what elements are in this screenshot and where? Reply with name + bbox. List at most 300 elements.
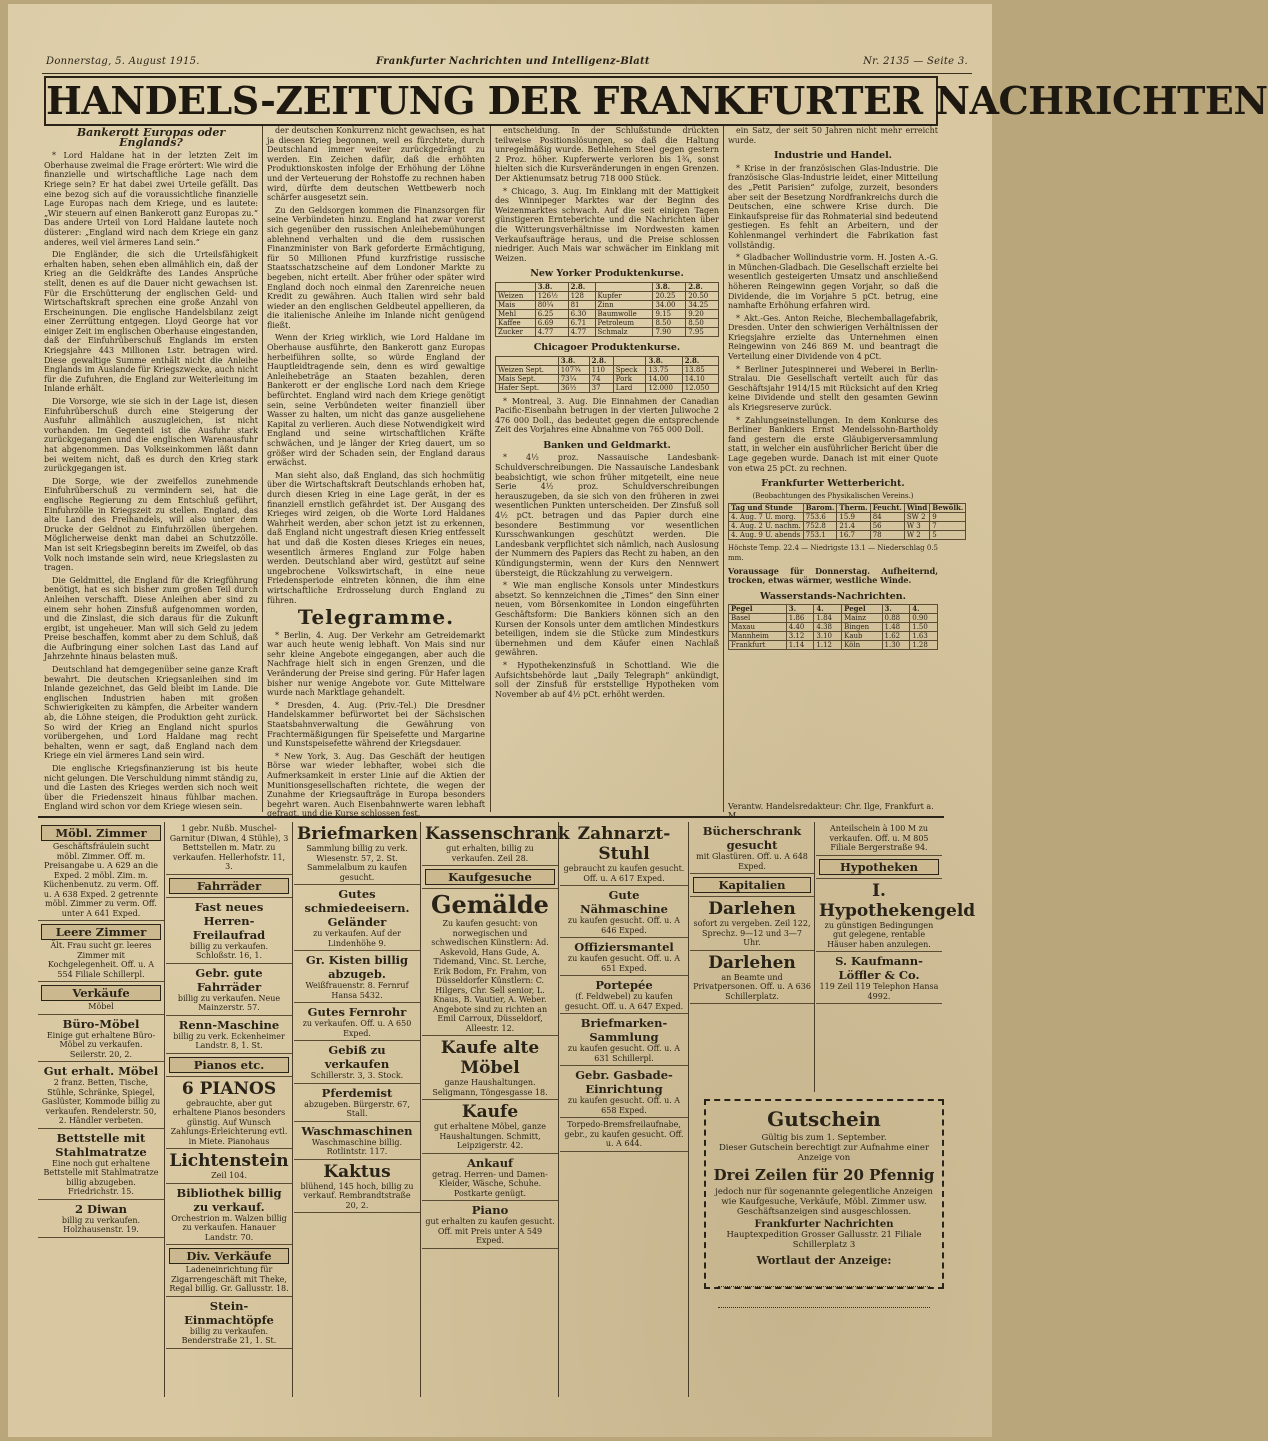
- ad-text: getrag. Herren- und Damen-Kleider, Wäsche, Schuhe. Postkarte genügt.: [432, 1169, 548, 1198]
- column-divider: [262, 126, 263, 812]
- ad-text: billig zu verk. Eckenheimer Landstr. 8, 1. St.: [173, 1031, 285, 1050]
- table-cell: 36½: [558, 383, 589, 392]
- table-cell: 4.77: [568, 327, 595, 336]
- ad-heading: Verkäufe: [41, 985, 161, 1001]
- table-cell: Köln: [842, 641, 882, 650]
- table-cell: W 3: [904, 522, 929, 531]
- table-cell: 4.40: [786, 623, 814, 632]
- ad-heading: Fahrräder: [169, 878, 289, 894]
- table-header: 3.8.: [646, 356, 682, 365]
- classified-ad: [166, 964, 292, 1016]
- classified-ad: [816, 879, 976, 953]
- table-cell: 56: [870, 522, 904, 531]
- table-cell: Zinn: [595, 300, 653, 309]
- table-cell: Mehl: [496, 309, 536, 318]
- ad-heading: Kaufe alte Möbel: [440, 1038, 540, 1078]
- article-paragraph: * Akt.-Ges. Anton Reiche, Blechemballagefabrik, Dresden. Unter den schwierigen Verhältnissen der Kriegsjahre erzielte das Unternehmen einen Reingewinn von 246 869 M. und beantragt die Verteilung einer Dividende von 4 pCt.: [728, 313, 938, 362]
- table-cell: Pork: [613, 374, 646, 383]
- table-header: 3.8.: [558, 356, 589, 365]
- classified-ad: [38, 1129, 164, 1200]
- table-cell: Speck: [613, 365, 646, 374]
- ad-text: Anteilschein à 100 M zu verkaufen. Off. u. M 805 Filiale Bergerstraße 94.: [829, 824, 929, 852]
- ad-text: 1 gebr. Nußb. Muschel-Garnitur (Diwan, 4 Stühle), 3 Bettstellen m. Matr. zu verkaufen. Hellerhofstr. 11, 3.: [169, 824, 289, 871]
- table-cell: Hafer Sept.: [496, 383, 559, 392]
- ad-heading: Kaufgesuche: [425, 869, 555, 885]
- classified-ad: [38, 1200, 164, 1238]
- classified-ad: [38, 822, 164, 921]
- ad-text: Sammlung billig zu verk. Wiesenstr. 57, 2. St. Sammelalbum zu kaufen gesucht.: [306, 844, 408, 882]
- ad-text: Weißfrauenstr. 8. Fernruf Hansa 5432.: [305, 981, 409, 1000]
- classified-ad: [294, 885, 420, 951]
- table-cell: 13.85: [682, 365, 718, 374]
- ad-text: Möbel: [88, 1002, 114, 1011]
- article-column-1: [44, 126, 258, 812]
- article-paragraph: * Gladbacher Wollindustrie vorm. H. Josten A.-G. in München-Gladbach. Die Gesellschaft erzielte bei wesentlich gesteigerten Umsatz und anschließend höheren Reingewinn gegen Vorjahr, so daß die Dividende, die im Vorjahre 5 pCt. betrug, eine namhafte Erhöhung erfahren wird.: [728, 253, 938, 311]
- article-paragraph: Die Vorsorge, wie sie sich in der Lage ist, diesen Einfuhrüberschuß durch eine Steigerung der Ausfuhr allmählich auszugleichen, ist nicht vorhanden. Im Gegenteil ist die Ausfuhr stark zurückgegangen und die englischen Warenausfuhr hat abgenommen. Das Volkseinkommen läßt dann bei weitem nicht, daß es durch den Krieg stark zurückgegangen ist.: [44, 397, 258, 474]
- ad-column: [422, 822, 570, 1397]
- ad-column: [294, 822, 421, 1397]
- ad-heading: Darlehen: [708, 952, 796, 973]
- ad-heading: Zahnarzt-Stuhl: [577, 824, 671, 864]
- editor-imprint: Verantw. Handelsredakteur: Chr. Ilge, Frankfurt a. M.: [728, 802, 934, 820]
- table-header-row: [729, 504, 966, 513]
- chicago-market-table: [495, 356, 719, 393]
- ad-text: gut erhalten zu kaufen gesucht. Off. mit Preis unter A 549 Exped.: [425, 1217, 555, 1245]
- table-cell: 753.1: [803, 531, 837, 540]
- ad-heading: Gute Nähmaschine: [580, 888, 668, 916]
- table-header: 3.: [786, 605, 814, 614]
- ad-text: (f. Feldwebel) zu kaufen gesucht. Off. u. A 647 Exped.: [564, 992, 684, 1011]
- ad-text: Schillerstr. 3, 3. Stock.: [310, 1071, 404, 1080]
- table-header: [496, 282, 536, 291]
- table-header: 2.8.: [568, 282, 595, 291]
- classified-ad: [294, 1160, 420, 1214]
- ad-heading: Gebr. Gasbade-Einrichtung: [575, 1068, 673, 1096]
- weather-heading: Frankfurter Wetterbericht.: [761, 478, 905, 490]
- ad-text: gut erhaltene Möbel, ganze Haushaltungen. Schmitt, Leipzigerstr. 42.: [434, 1122, 546, 1150]
- ad-heading: Gutes Fernrohr: [307, 1005, 407, 1019]
- table-cell: 110: [589, 365, 613, 374]
- article-paragraph: Die Sorge, wie der zweifellos zunehmende Einfuhrüberschuß zu vermindern sei, hat die englische Regierung zu dem Entschluß geführt, Einfuhrzölle in Kriegszeit zu stellen. England, das alte Land des Freihandels, will also unter dem Drucke der Geldnot zu Einfuhrzöllen übergehen. Möglicherweise denkt man dabei an Schutzzölle. Man ist seit Kriegsbeginn bereits im Zweifel, ob das Volk noch imstande sein wird, neue Kriegslasten zu tragen.: [44, 476, 258, 573]
- classified-ad: [560, 938, 688, 976]
- coupon-address: Hauptexpedition Grosser Gallusstr. 21 Filiale Schillerplatz 3: [726, 1230, 922, 1250]
- article-paragraph: ein Satz, der seit 50 Jahren nicht mehr erreicht wurde.: [728, 126, 938, 145]
- table-row: [729, 522, 966, 531]
- ad-heading: Kaktus: [323, 1161, 391, 1182]
- classified-ad: [166, 1054, 292, 1077]
- table-cell: 34.25: [686, 300, 719, 309]
- article-paragraph: * Krise in der französischen Glas-Industrie. Die französische Glas-Industrie leidet, einer Mitteilung des „Petit Parisien“ zufolge, zurzeit, besonders aber seit der Besetzung Nordfrankreichs durch die Deutschen, eine schwere Krise durch. Die Einkaufspreise für das Rohmaterial sind bedeutend gestiegen. Es fehlt an Arbeitern, und der Kohlenmangel verhindert die Fabrikation fast vollständig.: [728, 163, 938, 250]
- table-header: 3.8.: [535, 282, 568, 291]
- article-paragraph: * Berliner Jutespinnerei und Weberei in Berlin-Stralau. Die Gesellschaft verteilt auch für das Geschäftsjahr 1914/15 mit Rücksicht auf den Krieg keine Dividende und stellt den gesamten Gewinn als Kriegsreserve zurück.: [728, 364, 938, 413]
- table-header: 2.8.: [686, 282, 719, 291]
- coupon-publisher: Frankfurter Nachrichten: [754, 1219, 894, 1230]
- table-row: [496, 318, 719, 327]
- ad-text: abzugeben. Bürgerstr. 67, Stall.: [304, 1099, 410, 1118]
- table-header-row: [496, 356, 719, 365]
- classified-ad: [294, 1003, 420, 1041]
- telegram-item: * Berlin, 4. Aug. Der Verkehr am Getreidemarkt war auch heute wenig lebhaft. Von Mais sind nur sehr kleine Angebote eingegangen, aber auch die Nachfrage hielt sich in engen Grenzen, und die Veränderung der Preise sind gering. Für Hafer lagen bisher nur wenige Angebote vor. Gute Mittelware wurde nach Marktlage gehandelt.: [267, 630, 485, 698]
- table-cell: 1.62: [882, 632, 910, 641]
- industrie-heading: Industrie und Handel.: [773, 150, 892, 162]
- classified-ad: [38, 982, 164, 1015]
- classified-ad: [422, 1201, 558, 1249]
- article-column-3: [495, 126, 719, 808]
- ad-heading: Gr. Kisten billig abzugeb.: [305, 953, 409, 981]
- table-header: [613, 356, 646, 365]
- classified-ad: [294, 951, 420, 1003]
- classified-ad: [166, 1077, 292, 1150]
- table-cell: 20.25: [653, 291, 686, 300]
- weather-table: [728, 503, 966, 540]
- ad-column: [38, 822, 165, 1397]
- ad-heading: Portepée: [595, 978, 653, 992]
- table-row: [496, 291, 719, 300]
- table-cell: 0.90: [910, 614, 938, 623]
- ad-heading: Pferdemist: [321, 1085, 393, 1100]
- classified-ad: [38, 921, 164, 982]
- table-cell: 21.4: [837, 522, 870, 531]
- table-cell: Mais: [496, 300, 536, 309]
- ad-text: zu verkaufen. Auf der Lindenhöhe 9.: [313, 929, 401, 948]
- coupon-terms: jedoch nur für sogenannte gelegentliche Anzeigen wie Kaufgesuche, Verkäufe, Möbl. Zimmer usw. Geschäftsanzeigen sind ausgeschlossen.: [715, 1187, 933, 1217]
- chicago-market-heading: Chicagoer Produktenkurse.: [533, 341, 681, 353]
- ad-text: Geschäftsfräulein sucht möbl. Zimmer. Off. m. Preisangabe u. A 629 an die Exped. 2 möbl. Zim. m. Küchenbenutz. zu verm. Off. u. A 638 Exped. 2 getrennte möbl. Zimmer zu verm. Off. unter A 641 Exped.: [43, 842, 159, 918]
- classified-ad: [294, 1122, 420, 1160]
- table-header: Therm.: [837, 504, 870, 513]
- masthead-title: HANDELS-ZEITUNG DER FRANKFURTER NACHRICHTEN: [44, 76, 938, 126]
- coupon-offer: Drei Zeilen für 20 Pfennig: [713, 1166, 935, 1184]
- ad-column: [166, 822, 293, 1397]
- ad-heading: 6 PIANOS: [181, 1078, 277, 1099]
- ad-text: Ladeneinrichtung für Zigarrengeschäft mit Theke, Regal billig. Gr. Gallusstr. 18.: [169, 1265, 289, 1293]
- table-row: [496, 365, 719, 374]
- ad-heading: Bettstelle mit Stahlmatratze: [55, 1130, 147, 1159]
- table-cell: Bingen: [842, 623, 882, 632]
- classified-ad: [166, 875, 292, 898]
- table-cell: 1.63: [910, 632, 938, 641]
- ad-heading: Kapitalien: [693, 877, 811, 893]
- table-row: [496, 383, 719, 392]
- table-row: [496, 327, 719, 336]
- article-title: Bankerott Europas oder Englands?: [76, 126, 226, 149]
- table-cell: 84: [870, 513, 904, 522]
- table-cell: 4. Aug. 7 U. morg.: [729, 513, 804, 522]
- weather-forecast: Voraussage für Donnerstag. Aufheiternd, trocken, etwas wärmer, westliche Winde.: [728, 565, 938, 586]
- ad-column: [690, 822, 815, 1092]
- table-cell: 34.00: [653, 300, 686, 309]
- ad-heading: Büro-Möbel: [62, 1016, 140, 1031]
- table-header: Feucht.: [870, 504, 904, 513]
- ad-heading: I. Hypothekengeld: [819, 880, 976, 921]
- ad-heading: Renn-Maschine: [178, 1017, 280, 1032]
- article-paragraph: Wenn der Krieg wirklich, wie Lord Haldane im Oberhause ausführte, den Bankerott ganz Europas herbeiführen sollte, so würde England der Hauptleidtragende sein, denn es wird gewaltige Anleihebeträge an Staaten bezahlen, deren Bankerott er der englische Lord nach dem Kriege befürchtet. England wird nach dem Kriege genötigt sein, seine Verbündeten weiter finanziell über Wasser zu halten, um nicht das ganze ausgeliehene Kapital zu verlieren. Auch diese Notwendigkeit wird England und seine wirtschaftlichen Kräfte schwächen, und je länger der Krieg dauert, um so größer wird der Schaden sein, der England daraus erwächst.: [267, 333, 485, 468]
- table-cell: 3.12: [786, 632, 814, 641]
- coupon-write-line[interactable]: [718, 1289, 930, 1308]
- article-paragraph: * Montreal, 3. Aug. Die Einnahmen der Canadian Pacific-Eisenbahn betrugen in der vierten Juliwoche 2 476 000 Doll., das bedeutet gegen die entsprechende Zeit des Vorjahres eine Abnahme von 765 000 Doll.: [495, 396, 719, 435]
- classified-ad: [422, 889, 558, 1036]
- table-cell: 9.15: [653, 309, 686, 318]
- ad-text: ganze Haushaltungen. Seligmann, Töngesgasse 18.: [432, 1078, 548, 1097]
- classified-ad: [38, 1015, 164, 1063]
- table-cell: 1.86: [786, 614, 814, 623]
- article-paragraph: entscheidung. In der Schlußstunde drückten teilweise Positionslösungen, so daß die Haltung unregelmäßig wurde. Bethlehem Steel gegen gestern 2 Proz. höher. Kupferwerte verloren bis 1¾, sonst hielten sich die Kursveränderungen in engen Grenzen. Der Aktienumsatz betrug 718 000 Stück.: [495, 126, 719, 183]
- table-cell: 78: [870, 531, 904, 540]
- article-paragraph: * Wie man englische Konsols unter Mindestkurs absetzt. So kennzeichnen die „Times“ den Sinn einer neuen, vom Börsenkomitee in London eingeführten Geschäftsform: Die Bankiers können sich an den Kursen der Konsols unter dem amtlichen Mindestkurs beteiligen, indem sie die Stücke zum Mindestkurs übernehmen und dem Käufer einen Nachlaß gewähren.: [495, 581, 719, 658]
- table-cell: 16.7: [837, 531, 870, 540]
- ad-text: an Beamte und Privatpersonen. Off. u. A 636 Schillerplatz.: [693, 972, 811, 1001]
- ad-column: [560, 822, 689, 1397]
- telegram-item: * Dresden, 4. Aug. (Priv.-Tel.) Die Dresdner Handelskammer befürwortet bei der Sächsischen Staatsbahnverwaltung die Gewährung von Frachtermäßigungen für Speisefette und Margarine und Kunstspeisefette während der Kriegsdauer.: [267, 700, 485, 749]
- table-cell: 13.75: [646, 365, 682, 374]
- ad-heading: Piano: [471, 1203, 509, 1217]
- table-cell: Kaub: [842, 632, 882, 641]
- ad-heading: Kaufe: [461, 1102, 519, 1122]
- ad-column: [816, 822, 976, 1092]
- ad-heading: Briefmarken-Sammlung: [580, 1016, 668, 1044]
- table-cell: 7: [930, 522, 966, 531]
- table-cell: Baumwolle: [595, 309, 653, 318]
- classified-ad: [816, 952, 942, 1004]
- article-paragraph: Zu den Geldsorgen kommen die Finanzsorgen für seine Verbündeten hinzu. England hat zwar vorerst sich gegenüber den russischen Anleihebemühungen ablehnend verhalten und die dem russischen Finanzminister von Bark geforderte Ermächtigung, für 50 Millionen Pfund kurzfristige russische Staatsschatzscheine auf dem Londoner Markte zu begeben, nicht erteilt. Aber früher oder später wird England doch noch einmal den Zarenreiche neuen Kredit zu gewähren. Auch Italien wird sehr bald wieder an den englischen Geldbeutel appellieren, da die italienische Anleihe im Inlande nicht genügend fließt.: [267, 205, 485, 330]
- table-header: Wind: [904, 504, 929, 513]
- table-cell: 8.50: [653, 318, 686, 327]
- classified-ad: [560, 1014, 688, 1066]
- ad-heading: Bibliothek billig zu verkauf.: [176, 1185, 282, 1214]
- telegram-item: * New York, 3. Aug. Das Geschäft der heutigen Börse war wieder lebhafter, wobei sich die Aufmerksamkeit in erster Linie auf die Aktien der Munitionsgesellschaften richtete, die wegen der Zunahme der Kriegsaufträge in Europa besonders begehrt waren. Auch Eisenbahnwerte waren lebhaft gefragt, und die Kurse schlossen fest.: [267, 751, 485, 819]
- column-divider: [490, 126, 491, 812]
- table-cell: 9.20: [686, 309, 719, 318]
- ad-text: billig zu verkaufen. Schloßstr. 16, 1.: [189, 941, 269, 960]
- table-cell: 1.12: [814, 641, 842, 650]
- classified-ad: [166, 1149, 292, 1184]
- classified-ad: [690, 897, 814, 951]
- ad-heading: Möbl. Zimmer: [41, 825, 161, 841]
- table-cell: 1.14: [786, 641, 814, 650]
- table-cell: 12.000: [646, 383, 682, 392]
- ad-text: zu kaufen gesucht. Off. u. A 651 Exped.: [567, 954, 681, 973]
- table-cell: 0.88: [882, 614, 910, 623]
- ad-heading: Lichtenstein: [169, 1151, 289, 1171]
- ad-heading: Leere Zimmer: [41, 924, 161, 940]
- table-cell: 7.95: [686, 327, 719, 336]
- ad-text: billig zu verkaufen. Holzhausenstr. 19.: [61, 1215, 141, 1234]
- table-cell: 107¾: [558, 365, 589, 374]
- table-header-row: [729, 605, 938, 614]
- table-cell: 7.90: [653, 327, 686, 336]
- classified-ad: [690, 874, 814, 897]
- table-header: [595, 282, 653, 291]
- ad-text: 2 franz. Betten, Tische, Stühle, Schränke, Spiegel, Gaslüster, Kommode billig zu verkaufen. Rendelerstr. 50, 2. Händler verbeten.: [41, 1078, 161, 1125]
- weather-subtitle: (Beobachtungen des Physikalischen Vereins.): [752, 491, 914, 500]
- weather-note: Höchste Temp. 22.4 — Niedrigste 13.1 — Niederschlag 0.5 mm.: [728, 544, 939, 562]
- folio-line: [46, 56, 968, 72]
- ad-text: mit Glastüren. Off. u. A 648 Exped.: [696, 852, 808, 871]
- ad-text: Zu kaufen gesucht: von norwegischen und schwedischen Künstlern: Ad. Askevold, Hans Gude, A. Tidemand, Vinc. St. Lerche, Erik Bodom, Fr. Frahm, von Düsseldorfer Künstlern: C. Hilgers, Chr. Sell senior, L. Knaus, B. Vautier, A. Weber. Angebote sind zu richten an Emil Carroux, Düsseldorf, Alleestr. 12.: [431, 919, 549, 1033]
- table-cell: 4.77: [535, 327, 568, 336]
- ad-text: Torpedo-Bremsfreilaufnabe, gebr., zu kaufen gesucht. Off. u. A 644.: [564, 1120, 684, 1148]
- page-number: Nr. 2135 — Seite 3.: [863, 56, 968, 67]
- column-divider: [723, 126, 724, 812]
- table-cell: Frankfurt: [729, 641, 787, 650]
- table-row: [729, 641, 938, 650]
- classified-ad: [560, 1118, 688, 1152]
- classified-ad: [422, 1036, 558, 1100]
- ad-heading: Fast neues Herren-Freilaufrad: [192, 899, 266, 942]
- table-cell: Mais Sept.: [496, 374, 559, 383]
- ad-text: Zeil 104.: [211, 1171, 247, 1180]
- ad-heading: Hypotheken: [819, 859, 939, 875]
- classified-ad: [422, 1100, 558, 1154]
- table-cell: 14.00: [646, 374, 682, 383]
- classified-ad: [294, 822, 420, 885]
- table-cell: SW 2: [904, 513, 929, 522]
- table-cell: Zucker: [496, 327, 536, 336]
- classified-ad: [38, 1062, 164, 1129]
- classified-ad: [560, 976, 688, 1014]
- table-header: Bewölk.: [930, 504, 966, 513]
- paper-name: Frankfurter Nachrichten und Intelligenz-Blatt: [376, 56, 650, 67]
- ad-heading: Briefmarken: [297, 824, 418, 844]
- table-header: Pegel: [842, 605, 882, 614]
- ad-text: Ält. Frau sucht gr. leeres Zimmer mit Kochgelegenheit. Off. u. A 554 Filiale Schillerpl.: [47, 941, 155, 979]
- article-paragraph: * Zahlungseinstellungen. In dem Konkurse des Berliner Bankiers Ernst Mendelssohn-Bartholdy fand gestern die erste Gläubigerversammlung statt, in welcher ein ausführlicher Bericht über die Lage gegeben wurde. Danach ist mit einer Quote von etwa 25 pCt. zu rechnen.: [728, 415, 938, 473]
- ad-text: billig zu verkaufen. Neue Mainzerstr. 57.: [177, 993, 281, 1012]
- table-header: 3.8.: [653, 282, 686, 291]
- table-cell: 9: [930, 513, 966, 522]
- article-paragraph: Die Geldmittel, die England für die Kriegführung benötigt, hat es sich bisher zum großen Teil durch Anleihen verschafft. Diese Anleihen aber sind zu einem sehr hohen Zinsfuß aufgenommen worden, und die Zinslast, die sich daraus für die Zukunft ergibt, ist ungeheuer. Man will sich Geld zu jedem Preise beschaffen, kommt aber zu dem Schluß, daß die Aufbringung einer solchen Last das Land auf Jahrzehnte hinaus belasten muß.: [44, 575, 258, 662]
- table-cell: Mannheim: [729, 632, 787, 641]
- ad-heading: Gut erhalt. Möbel: [43, 1064, 159, 1078]
- classified-ad: [560, 1066, 688, 1118]
- table-cell: 80¼: [535, 300, 568, 309]
- ad-heading: S. Kaufmann-Löffler & Co.: [835, 954, 923, 982]
- classified-ad: [560, 886, 688, 938]
- ad-text: Orchestrion m. Walzen billig zu verkaufen. Hanauer Landstr. 70.: [171, 1213, 287, 1242]
- table-cell: 6.71: [568, 318, 595, 327]
- table-cell: 6.25: [535, 309, 568, 318]
- table-row: [729, 614, 938, 623]
- article-paragraph: * 4½ proz. Nassauische Landesbank-Schuldverschreibungen. Die Nassauische Landesbank beabsichtigt, wie schon früher mitgeteilt, eine neue Serie 4½ proz. Schuldverschreibungen herauszugeben, da sie sich von den früheren in zwei wesentlichen Punkten unterscheiden. Der Zinsfuß soll 4½ pCt. betragen und das Papier durch eine besondere Bestimmung vor wesentlichen Kursschwankungen geschützt werden. Die Landesbank verpflichtet sich nämlich, nach Auslosung der Nummern des Papiers das Recht zu haben, an den Kündigungstermin, wenn der Kurs den Nennwert übersteigt, die Rückzahlung zu verweigern.: [495, 453, 719, 578]
- table-cell: 37: [589, 383, 613, 392]
- ad-heading: Gebiß zu verkaufen: [324, 1043, 390, 1071]
- table-cell: Petroleum: [595, 318, 653, 327]
- ad-heading: Gemälde: [431, 890, 549, 919]
- table-cell: 753.6: [803, 513, 837, 522]
- classified-ad: [166, 1016, 292, 1054]
- table-cell: Weizen Sept.: [496, 365, 559, 374]
- article-paragraph: * Hypothekenzinsfuß in Schottland. Wie die Aufsichtsbehörde laut „Daily Telegraph“ ankündigt, soll der Zinsfuß für erststellige Hypotheken vom November ab auf 4½ pCt. erhöht werden.: [495, 660, 719, 699]
- article-paragraph: * Lord Haldane hat in der letzten Zeit im Oberhause zweimal die Frage erörtert: Wie wird die finanzielle und wirtschaftliche Lage nach dem Kriege sein? Er hat dabei zwei Urteile gefällt. Das eine bezog sich auf die voraussichtliche finanzielle Lage Europas nach dem Kriege, und es lautete: „Wir steuern auf einen Bankerott ganz Europas zu.“ Das andere Urteil von Lord Haldane lautete noch düsterer: „England wird nach dem Kriege ein ganz anderes, weil viel ärmeres Land sein.“: [44, 151, 258, 247]
- ad-heading: Bücherschrank gesucht: [702, 824, 802, 852]
- classified-ad: [166, 1245, 292, 1297]
- table-cell: 6.69: [535, 318, 568, 327]
- table-header: 3.: [882, 605, 910, 614]
- coupon-box[interactable]: [704, 1099, 944, 1289]
- classified-ad: [166, 822, 292, 875]
- coupon-title: Gutschein: [767, 1107, 881, 1131]
- ad-text: zu kaufen gesucht. Off. u. A 658 Exped.: [567, 1096, 681, 1115]
- folio-rule: [42, 73, 972, 74]
- ad-heading: Ankauf: [466, 1155, 513, 1170]
- table-cell: 1.30: [882, 641, 910, 650]
- table-row: [729, 632, 938, 641]
- ad-heading: Offiziersmantel: [574, 940, 674, 954]
- ad-heading: Darlehen: [708, 899, 796, 919]
- telegramme-heading: Telegramme.: [297, 605, 455, 630]
- table-cell: Maxau: [729, 623, 787, 632]
- article-paragraph: Die englische Kriegsfinanzierung ist bis heute nicht gelungen. Die Verschuldung nimmt ständig zu, und die Lasten des Krieges werden sich noch weit über die Friedenszeit hinaus fühlbar machen. England wird schon vor dem Kriege wiesen sein.: [44, 764, 258, 812]
- table-header: Pegel: [729, 605, 787, 614]
- ad-text: zu verkaufen. Off. u. A 650 Exped.: [302, 1019, 412, 1038]
- ad-text: Einige gut erhaltene Büro-Möbel zu verkaufen. Seilerstr. 20, 2.: [46, 1030, 156, 1059]
- table-cell: 74: [589, 374, 613, 383]
- coupon-validity: Gültig bis zum 1. September.: [761, 1133, 887, 1143]
- table-cell: 4.38: [814, 623, 842, 632]
- ad-heading: Div. Verkäufe: [169, 1248, 289, 1264]
- table-cell: 20.50: [686, 291, 719, 300]
- ad-text: 119 Zeil 119 Telephon Hansa 4992.: [819, 982, 939, 1001]
- table-header: 2.8.: [589, 356, 613, 365]
- table-cell: Basel: [729, 614, 787, 623]
- classified-ad: [560, 822, 688, 886]
- classified-ad: [690, 822, 814, 874]
- table-row: [729, 531, 966, 540]
- article-paragraph: der deutschen Konkurrenz nicht gewachsen, es hat ja diesen Krieg begonnen, weil es fürchtete, durch Deutschland immer weiter zurückgedrängt zu werden. Ein Zeichen dafür, daß die erhöhten Produktionskosten infolge der Erhöhung der Löhne und der Verteuerung der Rohstoffe zu rechnen haben wird, dürfte dem deutschen Wettbewerb noch schärfer ausgesetzt sein.: [267, 126, 485, 203]
- article-paragraph: Die Engländer, die sich die Urteilsfähigkeit erhalten haben, sehen eben allmählich ein, daß der Krieg an die Geldkräfte des Landes Ansprüche stellt, denen es auf die Dauer nicht gewachsen ist. Für die Erschütterung der englischen Geld- und Wirtschaftskraft sprechen eine große Anzahl von Erscheinungen. Die englische Handelsbilanz zeigt einer Zerrüttung entgegen. Lloyd George hat vor einiger Zeit im englischen Oberhause eingestanden, daß der Einfuhrüberschuß Englands im ersten Kriegsjahre 443 Millionen Lstr. betragen wird. Diese gewaltige Summe enthält nicht die Anleihe Englands im Auslande für Kriegszwecke, auch nicht für die Zufuhren, die England zur Weiterleitung im Inlande erhält.: [44, 250, 258, 394]
- classified-ad: [816, 822, 942, 856]
- classified-ad: [294, 1084, 420, 1122]
- ad-text: zu günstigen Bedingungen gut gelegene, rentable Häuser haben anzulegen.: [824, 920, 934, 949]
- classified-ad: [294, 1041, 420, 1084]
- coupon-write-line[interactable]: [718, 1268, 930, 1287]
- table-cell: Lard: [613, 383, 646, 392]
- ad-heading: Stein-Einmachtöpfe: [184, 1298, 274, 1327]
- table-cell: 14.10: [682, 374, 718, 383]
- table-cell: 4. Aug. 9 U. abends: [729, 531, 804, 540]
- table-cell: 126½: [535, 291, 568, 300]
- ad-text: zu kaufen gesucht. Off. u. A 631 Schillerpl.: [567, 1044, 681, 1063]
- article-paragraph: Man sieht also, daß England, das sich hochmütig über die Wirtschaftskraft Deutschlands erhoben hat, durch diesen Krieg in eine Lage gerät, in der es finanziell ernstlich gefährdet ist. Der Ausgang des Krieges wird zeigen, ob die Worte Lord Haldanes Wahrheit werden, aber schon jetzt ist zu erkennen, daß England nicht ungestraft diesen Krieg entfesselt hat und daß die Kosten dieses Krieges ein neues, wesentlich ärmeres England zur Folge haben werden. Deutschland aber wird, gestützt auf seine ungebrochene Volkswirtschaft, in eine neue Friedensperiode eintreten können, die ihm eine wirtschaftliche Erdrosselung durch England zu führen.: [267, 470, 485, 605]
- ad-heading: Gebr. gute Fahrräder: [195, 965, 263, 994]
- classified-ad: [422, 1154, 558, 1202]
- table-cell: 5: [930, 531, 966, 540]
- ny-market-table: [495, 282, 719, 337]
- ad-heading: Gutes schmiedeeisern. Geländer: [304, 887, 410, 929]
- newspaper-page: [8, 4, 1268, 1437]
- ad-heading: Pianos etc.: [169, 1057, 289, 1073]
- table-cell: 1.84: [814, 614, 842, 623]
- table-cell: Kaffee: [496, 318, 536, 327]
- table-cell: 1.48: [882, 623, 910, 632]
- table-cell: 752.8: [803, 522, 837, 531]
- table-cell: 8.50: [686, 318, 719, 327]
- ad-text: Waschmaschine billig. Rotlintstr. 117.: [311, 1137, 403, 1156]
- classified-ad: [422, 822, 570, 866]
- table-header: Tag und Stunde: [729, 504, 804, 513]
- ad-text: Eine noch gut erhaltene Bettstelle mit Stahlmatratze billig abzugeben. Friedrichstr. 15.: [43, 1158, 159, 1196]
- article-column-2: [267, 126, 485, 819]
- table-header: 4.: [910, 605, 938, 614]
- table-header: 4.: [814, 605, 842, 614]
- ad-heading: Waschmaschinen: [301, 1123, 413, 1138]
- table-cell: 73¼: [558, 374, 589, 383]
- water-level-table: [728, 604, 938, 650]
- classified-ad: [166, 1297, 292, 1349]
- classified-ad: [166, 1184, 292, 1246]
- table-header-row: [496, 282, 719, 291]
- table-cell: 3.10: [814, 632, 842, 641]
